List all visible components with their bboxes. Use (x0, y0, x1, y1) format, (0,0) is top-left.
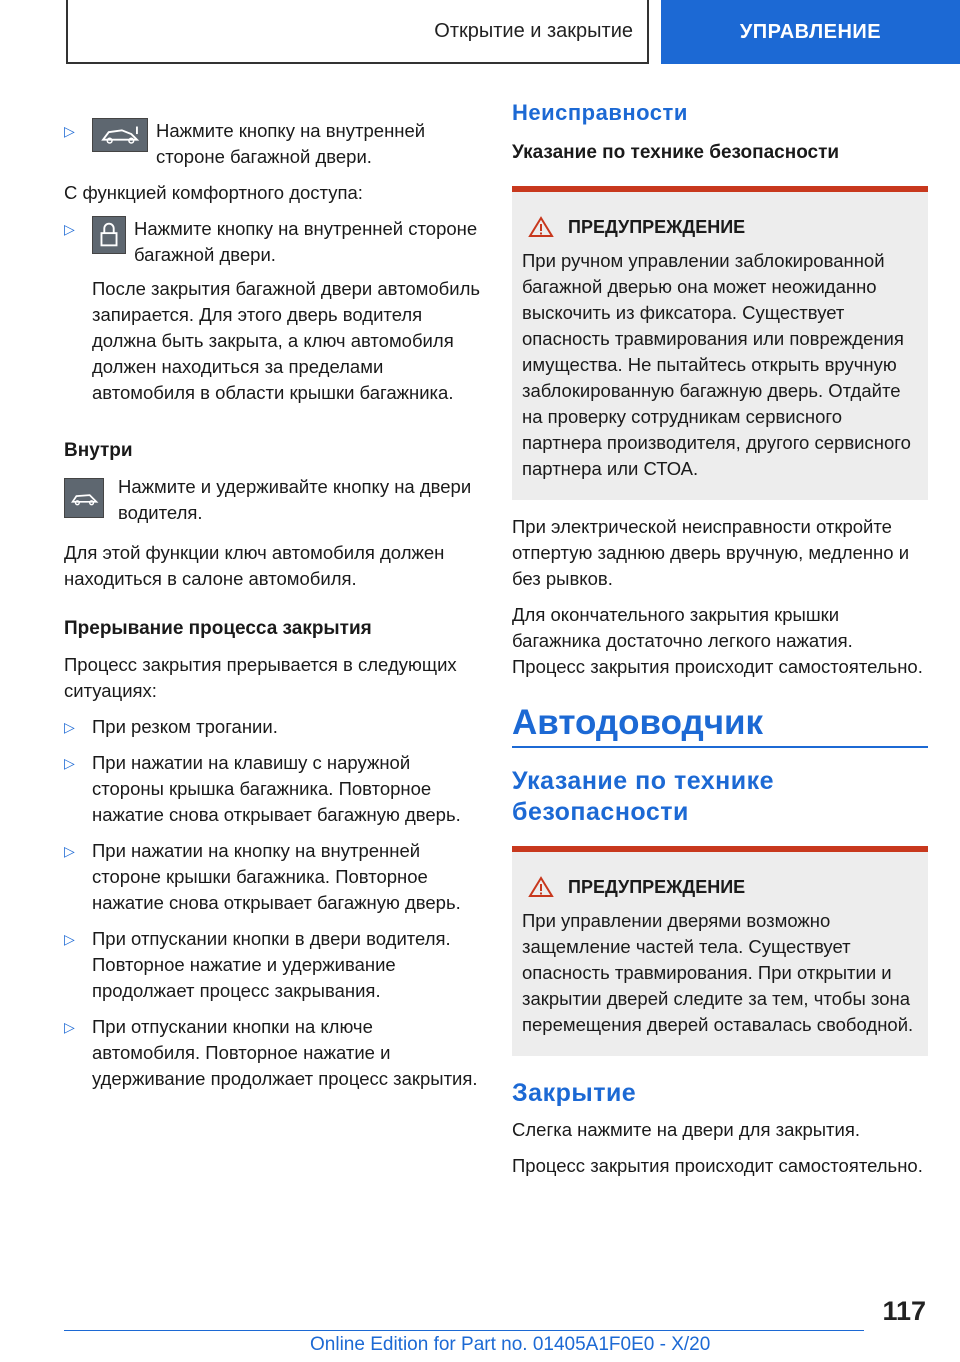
warning-text: При ручном управлении заблокированной багажной дверью она может неожиданно выскочить из фиксатора. Существует опасность травмирования или повреждения имущества. Не пытайтесь открыть вручную заблокированную багажную дверь. Отдайте на проверку сотрудникам сервисного партнера производителя, другого сервисного партнера или СТОА. (522, 250, 911, 479)
fault-paragraph: Для окончательного закрытия крышки багажника достаточно легкого нажатия. Процесс закрытия происходит самостоятельно. (512, 604, 923, 677)
warning-label: ПРЕДУПРЕЖДЕНИЕ (568, 217, 746, 237)
warning-triangle-icon (528, 216, 554, 238)
instruction-text: Нажмите кнопку на внутренней стороне багажной двери. (134, 218, 478, 265)
closing-paragraph: Процесс закрытия происходит самостоятельно. (512, 1155, 923, 1176)
interrupt-intro: Процесс закрытия прерывается в следующих ситуациях: (64, 654, 457, 701)
list-item (64, 216, 484, 414)
triangle-bullet-icon: ▷ (64, 755, 75, 771)
safety-heading: Указание по технике безопасности (512, 142, 840, 163)
list-item-text: При нажатии на кнопку на внутренней стороне крышки багажника. Повторное нажатие снова открывает багажную дверь. (92, 840, 461, 913)
warning-box (512, 846, 928, 1056)
footer-divider (64, 1330, 864, 1331)
inside-note: Для этой функции ключ автомобиля должен находиться в салоне автомобиля. (64, 542, 445, 589)
interrupt-heading: Прерывание процесса закрытия (64, 618, 372, 639)
autoclose-heading: Автодоводчик (512, 710, 928, 748)
page-number: 117 (882, 1296, 926, 1326)
list-item-text: При резком трогании. (92, 716, 278, 737)
inside-heading: Внутри (64, 440, 133, 461)
faults-heading: Неисправности (512, 100, 688, 125)
triangle-bullet-icon: ▷ (64, 1019, 75, 1035)
list-item (64, 926, 484, 1004)
list-item (64, 838, 484, 916)
instruction-note: После закрытия багажной двери автомобиль запирается. Для этого дверь водителя должна быть закрыта, а ключ автомобиля должен находиться за пределами автомобиля в области крышки багажника. (92, 278, 481, 403)
comfort-access-intro: С функцией комфортного доступа: (64, 182, 363, 203)
safety-heading: Указание по технике безопасности (512, 767, 775, 826)
edition-link[interactable]: Online Edition for Part no. 01405A1F0E0 - X/20 (310, 1334, 711, 1355)
car-button-icon (64, 478, 104, 518)
triangle-bullet-icon: ▷ (64, 221, 75, 237)
section-title: Открытие и закрытие (66, 0, 649, 64)
instruction-text: Нажмите кнопку на внутренней стороне багажной двери. (156, 120, 426, 167)
left-column (64, 118, 484, 1102)
list-item (64, 1014, 484, 1092)
triangle-bullet-icon: ▷ (64, 719, 75, 735)
instruction-text: Нажмите и удерживайте кнопку на двери водителя. (118, 476, 472, 523)
warning-label: ПРЕДУПРЕЖДЕНИЕ (568, 877, 746, 897)
triangle-bullet-icon: ▷ (64, 843, 75, 859)
list-item-text: При нажатии на клавишу с наружной стороны крышка багажника. Повторное нажатие снова открывает багажную дверь. (92, 752, 461, 825)
right-column (512, 100, 928, 1189)
fault-paragraph: При электрической неисправности откройте отпертую заднюю дверь вручную, медленно и без рывков. (512, 516, 910, 589)
car-tailgate-button-icon (92, 118, 148, 152)
list-item (64, 750, 484, 828)
triangle-bullet-icon: ▷ (64, 123, 75, 139)
list-item (64, 118, 484, 170)
warning-triangle-icon (528, 876, 554, 898)
chapter-tab[interactable]: УПРАВЛЕНИЕ (661, 0, 960, 64)
list-item (64, 714, 484, 740)
triangle-bullet-icon: ▷ (64, 931, 75, 947)
lock-button-icon (92, 216, 126, 254)
closing-heading: Закрытие (512, 1079, 637, 1107)
warning-text: При управлении дверями возможно защемление частей тела. Существует опасность травмирования. При открытии и закрытии дверей следите за тем, чтобы зона перемещения дверей оставалась свободной. (522, 910, 914, 1035)
closing-paragraph: Слегка нажмите на двери для закрытия. (512, 1119, 861, 1140)
list-item-text: При отпускании кнопки в двери водителя. Повторное нажатие и удерживание продолжает процесс закрывания. (92, 928, 451, 1001)
inside-instruction (64, 474, 484, 526)
warning-box (512, 186, 928, 500)
list-item-text: При отпускании кнопки на ключе автомобиля. Повторное нажатие и удерживание продолжает процесс закрытия. (92, 1016, 478, 1089)
